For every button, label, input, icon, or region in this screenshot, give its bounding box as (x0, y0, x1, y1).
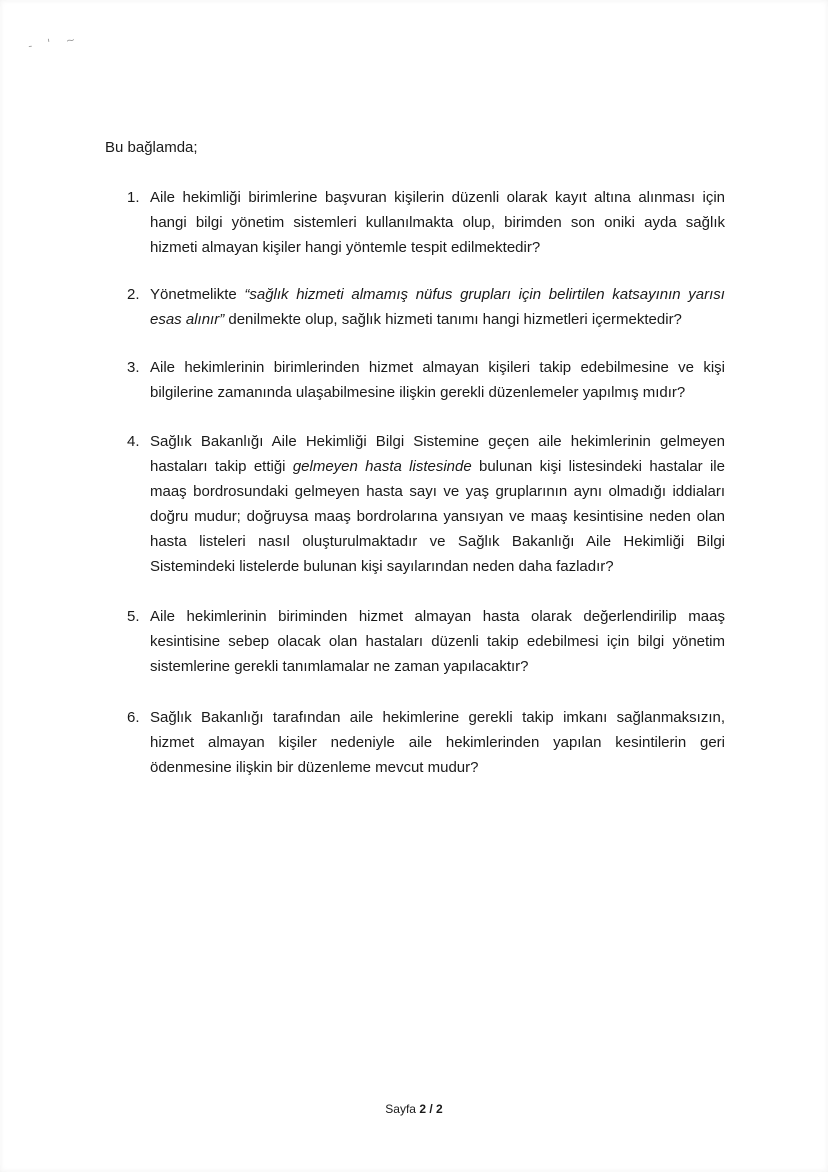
question-text: denilmekte olup, sağlık hizmeti tanımı hangi hizmetleri içermektedir? (224, 311, 682, 328)
question-text: Yönetmelikte (150, 286, 245, 303)
regulation-quote: “sağlık hizmeti almamış nüfus grupları için belirtilen katsayının yarısı esas alınır” (150, 286, 725, 328)
question-number: 6. (127, 709, 140, 726)
page-number: 2 / 2 (419, 1102, 443, 1116)
question-item (105, 705, 725, 780)
question-number: 5. (127, 608, 140, 625)
page-footer (0, 1102, 828, 1116)
question-text: bulunan kişi listesindeki hastalar ile maaş bordrosundaki gelmeyen hasta sayı ve yaş gruplarının aynı olmadığı iddiaları doğru mudur; doğruysa maaş bordrolarına yansıyan ve maaş kesintisine neden olan hasta listeleri nasıl oluşturulmaktadır ve Sağlık Bakanlığı Aile Hekimliği Bilgi Sistemindeki listelerde bulunan kişi sayılarından neden daha fazladır? (150, 458, 725, 575)
question-number: 1. (127, 189, 140, 206)
question-text: Aile hekimliği birimlerine başvuran kişilerin düzenli olarak kayıt altına alınması için hangi bilgi yönetim sistemleri kullanılmakta olup, birimden son oniki ayda sağlık hizmeti almayan kişiler hangi yöntemle tespit edilmektedir? (150, 189, 725, 256)
question-list (105, 185, 725, 780)
question-item (105, 282, 725, 332)
question-item (105, 429, 725, 579)
question-text: Aile hekimlerinin biriminden hizmet almayan hasta olarak değerlendirilip maaş kesintisine sebep olacak olan hastaları düzenli takip edebilmesi için bilgi yönetim sistemlerine gerekli tanımlamalar ne zaman yapılacaktır? (150, 608, 725, 675)
page-label: Sayfa (385, 1102, 416, 1116)
intro-text: Bu bağlamda; (105, 139, 198, 156)
question-item (105, 355, 725, 405)
question-item (105, 604, 725, 679)
italic-term: gelmeyen hasta listesinde (292, 458, 472, 475)
question-number: 2. (127, 286, 140, 303)
question-text: Sağlık Bakanlığı Aile Hekimliği Bilgi Sistemine geçen aile hekimlerinin gelmeyen hastaları takip ettiği (150, 433, 725, 475)
scan-artifact: - ' ~ (27, 32, 82, 53)
question-text: Aile hekimlerinin birimlerinden hizmet almayan kişileri takip edebilmesine ve kişi bilgilerine zamanında ulaşabilmesine ilişkin gerekli düzenlemeler yapılmış mıdır? (150, 359, 725, 401)
question-text: Sağlık Bakanlığı tarafından aile hekimlerine gerekli takip imkanı sağlanmaksızın, hizmet almayan kişiler nedeniyle aile hekimlerinden yapılan kesintilerin geri ödenmesine ilişkin bir düzenleme mevcut mudur? (150, 709, 725, 776)
question-number: 3. (127, 359, 140, 376)
question-item (105, 185, 725, 260)
question-number: 4. (127, 433, 140, 450)
